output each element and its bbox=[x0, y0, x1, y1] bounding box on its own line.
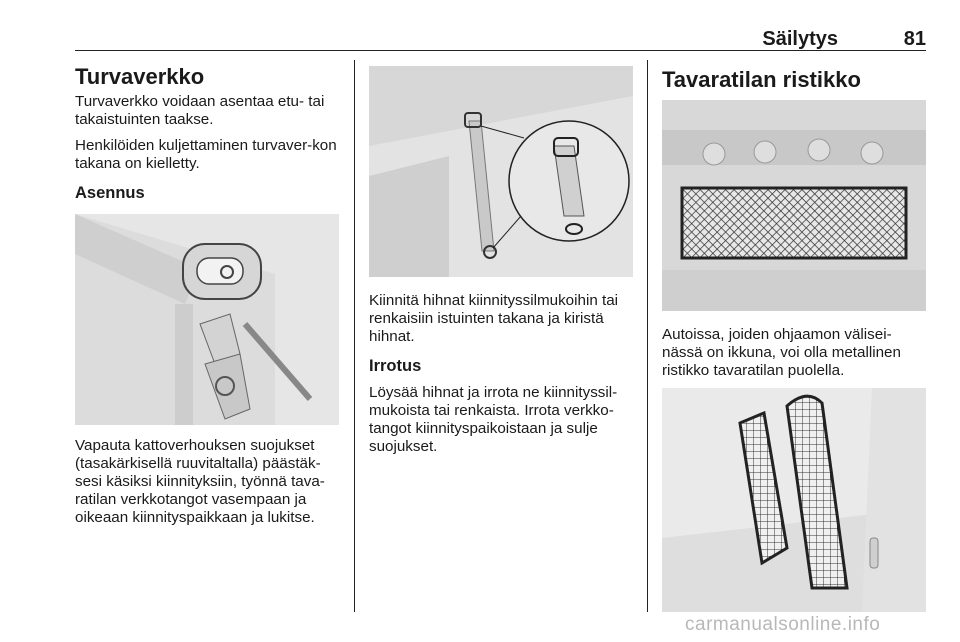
watermark: carmanualsonline.info bbox=[685, 614, 881, 635]
column-divider-right bbox=[647, 60, 648, 612]
column-2 bbox=[369, 292, 635, 464]
safety-net-intro-1: Turvaverkko voidaan asentaa etu- tai takaistuinten taakse. bbox=[75, 93, 325, 128]
cargo-interior-illustration bbox=[662, 388, 926, 612]
cargo-grille-caption: Autoissa, joiden ohjaamon välisei-nässä on ikkuna, voi olla metallinen ristikko tavaratilan puolella. bbox=[662, 326, 901, 379]
cargo-grille-illustration bbox=[662, 100, 926, 311]
column-3-caption bbox=[662, 326, 926, 388]
safety-net-intro-2: Henkilöiden kuljettaminen turvaver-kon takana on kielletty. bbox=[75, 137, 337, 172]
installation-caption: Vapauta kattoverhouksen suojukset (tasakärkisellä ruuvitaltalla) päästäk-sesi käsiksi kiinnityksiin, työnnä tava-ratilan verkkotangot vasempaan ja oikeaan kiinnityspaikkaan ja lukitse. bbox=[75, 437, 325, 526]
installation-heading: Asennus bbox=[75, 184, 145, 202]
safety-net-heading: Turvaverkko bbox=[75, 64, 205, 89]
column-1 bbox=[75, 65, 341, 211]
page-number: 81 bbox=[903, 28, 926, 50]
removal-text: Löysää hihnat ja irrota ne kiinnityssil-mukoista tai renkaista. Irrota verkko-tangot kiinnityspaikoistaan ja sulje suojukset. bbox=[369, 384, 618, 455]
section-title: Säilytys bbox=[762, 28, 838, 50]
cargo-interior-figure bbox=[662, 388, 926, 612]
cargo-grille-figure bbox=[662, 100, 926, 311]
removal-heading: Irrotus bbox=[369, 357, 422, 375]
strap-figure bbox=[369, 66, 633, 277]
strap-caption: Kiinnitä hihnat kiinnityssilmukoihin tai renkaisiin istuinten takana ja kiristä hihnat. bbox=[369, 292, 619, 345]
page-header bbox=[75, 28, 926, 51]
installation-illustration bbox=[75, 214, 339, 425]
column-3 bbox=[662, 68, 926, 96]
installation-figure bbox=[75, 214, 339, 425]
cargo-grille-heading: Tavaratilan ristikko bbox=[662, 67, 861, 92]
column-1-caption bbox=[75, 437, 341, 535]
column-divider-left bbox=[354, 60, 355, 612]
strap-illustration bbox=[369, 66, 633, 277]
